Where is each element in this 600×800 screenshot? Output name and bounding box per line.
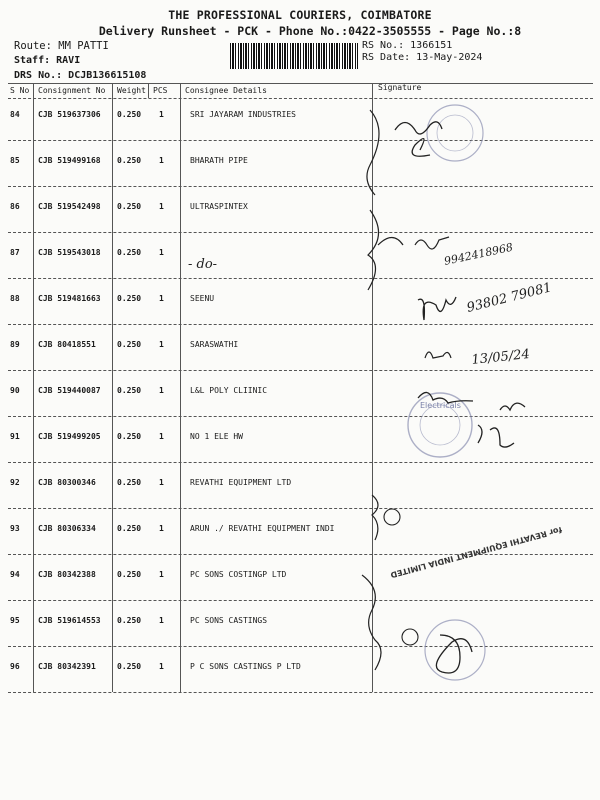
stamp-84 <box>427 105 483 161</box>
row-sno: 95 <box>10 616 20 625</box>
row-weight: 0.250 <box>117 156 142 165</box>
signature-95 <box>436 635 472 673</box>
row-consignee: ULTRASPINTEX <box>190 202 248 211</box>
row-consignment: CJB 519440087 <box>38 386 101 395</box>
row-weight: 0.250 <box>117 340 142 349</box>
row-pcs: 1 <box>159 616 164 625</box>
drs-number: DRS No.: DCJB136615108 <box>14 70 147 81</box>
row-sno: 91 <box>10 432 20 441</box>
bracket-86 <box>368 210 379 290</box>
row-pcs: 1 <box>159 202 164 211</box>
row-consignment: CJB 80418551 <box>38 340 96 349</box>
row-weight: 0.250 <box>117 478 142 487</box>
row-sno: 92 <box>10 478 20 487</box>
row-sno: 87 <box>10 248 20 257</box>
row93-stamp: for REVATHI EQUIPMENT INDIA LIMITED <box>389 524 563 580</box>
row-weight: 0.250 <box>117 386 142 395</box>
row-consignee: PC SONS CASTINGS <box>190 616 268 625</box>
runsheet-title: Delivery Runsheet - PCK - Phone No.:0422-3505555 - Page No.:8 <box>98 24 522 38</box>
staff-label: Staff: RAVI <box>14 55 81 66</box>
row-pcs: 1 <box>159 478 164 487</box>
row-consignment: CJB 519637306 <box>38 110 101 119</box>
route-label: Route: MM PATTI <box>14 40 109 52</box>
row-sno: 90 <box>10 386 20 395</box>
row-sno: 88 <box>10 294 20 303</box>
company-title: THE PROFESSIONAL COURIERS, COIMBATORE <box>168 8 432 22</box>
col-signature: Signature <box>378 83 422 92</box>
row-consignee: PC SONS COSTINGP LTD <box>190 570 287 579</box>
row-consignment: CJB 519542498 <box>38 202 101 211</box>
row-sno: 86 <box>10 202 20 211</box>
row-sno: 85 <box>10 156 20 165</box>
row-consignment: CJB 80300346 <box>38 478 96 487</box>
row-consignment: CJB 80306334 <box>38 524 96 533</box>
row-pcs: 1 <box>159 662 164 671</box>
row-consignee: ARUN ./ REVATHI EQUIPMENT INDI <box>190 524 335 533</box>
row-pcs: 1 <box>159 248 164 257</box>
row-pcs: 1 <box>159 340 164 349</box>
row-weight: 0.250 <box>117 248 142 257</box>
row-consignment: CJB 80342391 <box>38 662 96 671</box>
signature-84 <box>395 122 442 156</box>
row-consignment: CJB 519481663 <box>38 294 101 303</box>
row90-stamp-text: Electricals <box>420 401 461 410</box>
signature-87 <box>378 237 449 249</box>
bracket-94 <box>362 575 381 670</box>
row-weight: 0.250 <box>117 662 142 671</box>
row87-ditto: - do- <box>188 257 218 272</box>
row-pcs: 1 <box>159 110 164 119</box>
row-consignee: SEENU <box>190 294 215 303</box>
row-pcs: 1 <box>159 570 164 579</box>
row-consignee: SARASWATHI <box>190 340 239 349</box>
row87-phone: 9942418968 <box>442 240 515 268</box>
row-weight: 0.250 <box>117 432 142 441</box>
row88-phone: 93802 79081 <box>465 280 554 316</box>
row-sno: 84 <box>10 110 20 119</box>
col-pcs: PCS <box>153 86 168 95</box>
row-weight: 0.250 <box>117 616 142 625</box>
row-weight: 0.250 <box>117 110 142 119</box>
row-consignee: L&L POLY CLIINIC <box>190 386 268 395</box>
row-weight: 0.250 <box>117 202 142 211</box>
row-pcs: 1 <box>159 432 164 441</box>
col-consignment: Consignment No <box>38 86 106 95</box>
row-consignee: P C SONS CASTINGS P LTD <box>190 662 301 671</box>
row-consignee: REVATHI EQUIPMENT LTD <box>190 478 292 487</box>
row-consignment: CJB 519499205 <box>38 432 101 441</box>
row-consignment: CJB 519543018 <box>38 248 101 257</box>
row-consignee: NO 1 ELE HW <box>190 432 243 441</box>
row-sno: 96 <box>10 662 20 671</box>
mark-93 <box>384 509 400 525</box>
row-weight: 0.250 <box>117 524 142 533</box>
row-sno: 94 <box>10 570 20 579</box>
row-pcs: 1 <box>159 524 164 533</box>
mark-95 <box>402 629 418 645</box>
rs-number: RS No.: 1366151 <box>362 40 453 51</box>
row-consignment: CJB 80342388 <box>38 570 96 579</box>
stamp-90 <box>408 393 472 457</box>
row-pcs: 1 <box>159 386 164 395</box>
row89-date: 13/05/24 <box>470 346 531 368</box>
row-consignee: SRI JAYARAM INDUSTRIES <box>190 110 296 119</box>
row-sno: 93 <box>10 524 20 533</box>
bracket-92 <box>372 495 378 540</box>
row-consignment: CJB 519614553 <box>38 616 101 625</box>
col-weight: Weight <box>117 86 146 95</box>
col-details: Consignee Details <box>185 86 267 95</box>
row-pcs: 1 <box>159 156 164 165</box>
row-weight: 0.250 <box>117 294 142 303</box>
row-consignment: CJB 519499168 <box>38 156 101 165</box>
signature-91 <box>478 425 514 447</box>
row-consignee: BHARATH PIPE <box>190 156 248 165</box>
row-sno: 89 <box>10 340 20 349</box>
bracket-84 <box>367 110 379 195</box>
row-weight: 0.250 <box>117 570 142 579</box>
signature-89 <box>425 352 451 358</box>
rs-date: RS Date: 13-May-2024 <box>362 52 483 63</box>
row-pcs: 1 <box>159 294 164 303</box>
col-sno: S No <box>10 86 30 95</box>
signature-88 <box>418 297 456 320</box>
